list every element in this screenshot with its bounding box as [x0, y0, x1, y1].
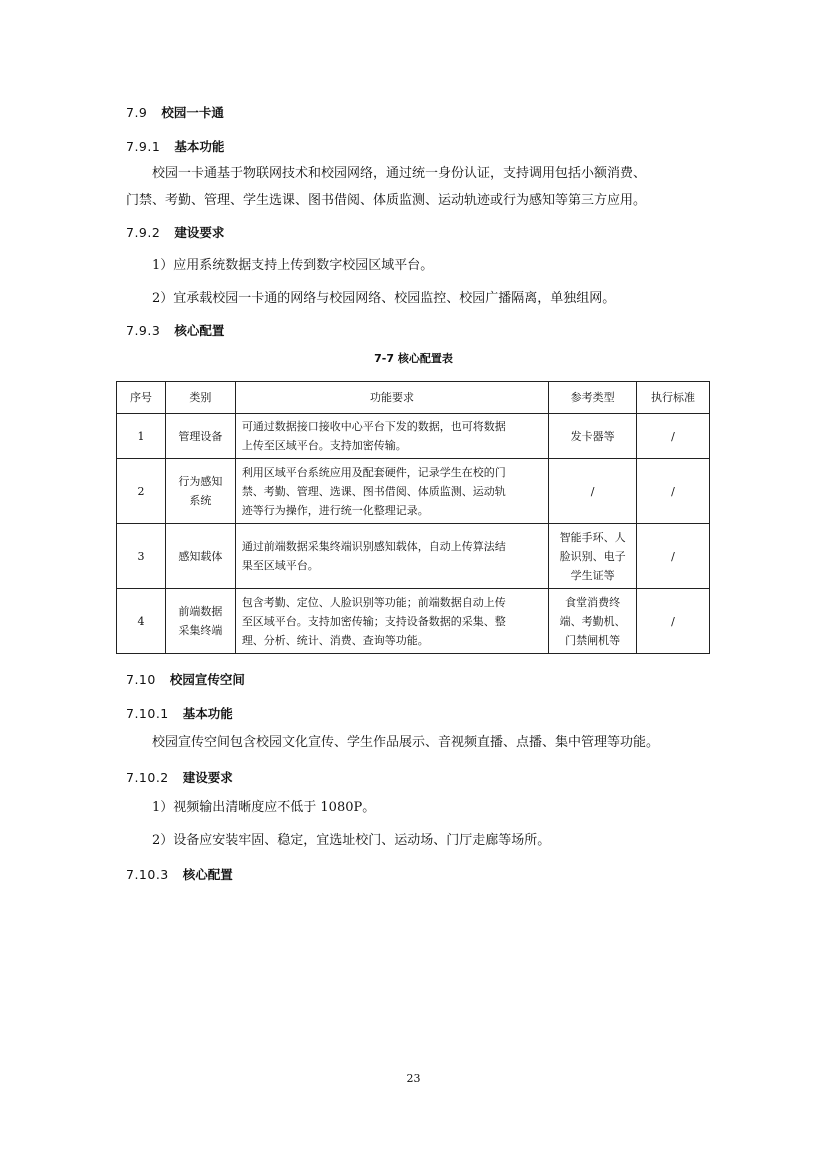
table-row: [117, 524, 710, 589]
cell-standard: /: [637, 524, 710, 589]
cell-standard: /: [637, 459, 710, 524]
cell-no: 4: [117, 589, 166, 654]
table-row: [117, 459, 710, 524]
table-caption: 7-7 核心配置表: [374, 352, 453, 365]
requirement-item: 2）设备应安装牢固、稳定，宜选址校门、运动场、门厅走廊等场所。: [152, 833, 551, 848]
cell-no: 1: [117, 414, 166, 459]
cell-standard: /: [637, 589, 710, 654]
heading-7-10-1: 7.10.1 基本功能: [126, 706, 233, 721]
paragraph-line: 校园宣传空间包含校园文化宣传、学生作品展示、音视频直播、点播、集中管理等功能。: [152, 735, 660, 750]
cell-reference: /: [549, 459, 637, 524]
cell-requirement: 利用区域平台系统应用及配套硬件，记录学生在校的门 禁、考勤、管理、选课、图书借阅、体质监测、运动轨 迹等行为操作，进行统一化整理记录。: [235, 459, 548, 524]
cell-category: 感知载体: [165, 524, 235, 589]
core-config-table: [116, 381, 710, 654]
cell-standard: /: [637, 414, 710, 459]
heading-7-9-2: 7.9.2 建设要求: [126, 225, 225, 240]
cell-category: 前端数据 采集终端: [165, 589, 235, 654]
cell-category: 管理设备: [165, 414, 235, 459]
table-row: [117, 414, 710, 459]
cell-no: 2: [117, 459, 166, 524]
heading-7-9-3: 7.9.3 核心配置: [126, 323, 225, 338]
table-header-row: [117, 382, 710, 414]
cell-no: 3: [117, 524, 166, 589]
header-reference: 参考类型: [549, 382, 637, 414]
cell-reference: 发卡器等: [549, 414, 637, 459]
page-number: 23: [406, 1072, 421, 1085]
cell-category: 行为感知 系统: [165, 459, 235, 524]
paragraph-line: 校园一卡通基于物联网技术和校园网络，通过统一身份认证，支持调用包括小额消费、: [152, 166, 647, 181]
cell-reference: 食堂消费终 端、考勤机、 门禁闸机等: [549, 589, 637, 654]
cell-reference: 智能手环、人 脸识别、电子 学生证等: [549, 524, 637, 589]
requirement-item: 1）视频输出清晰度应不低于 1080P。: [152, 800, 376, 815]
heading-7-9: 7.9 校园一卡通: [126, 105, 224, 120]
requirement-item: 2）宜承载校园一卡通的网络与校园网络、校园监控、校园广播隔离，单独组网。: [152, 291, 616, 306]
cell-requirement: 通过前端数据采集终端识别感知载体，自动上传算法结 果至区域平台。: [235, 524, 548, 589]
header-category: 类别: [165, 382, 235, 414]
heading-7-10-3: 7.10.3 核心配置: [126, 867, 233, 882]
header-requirement: 功能要求: [235, 382, 548, 414]
table-row: [117, 589, 710, 654]
cell-requirement: 包含考勤、定位、人脸识别等功能；前端数据自动上传 至区域平台。支持加密传输；支持设备数据的采集、整 理、分析、统计、消费、查询等功能。: [235, 589, 548, 654]
requirement-item: 1）应用系统数据支持上传到数字校园区域平台。: [152, 258, 434, 273]
cell-requirement: 可通过数据接口接收中心平台下发的数据，也可将数据 上传至区域平台。支持加密传输。: [235, 414, 548, 459]
heading-7-10-2: 7.10.2 建设要求: [126, 770, 233, 785]
header-standard: 执行标准: [637, 382, 710, 414]
header-no: 序号: [117, 382, 166, 414]
heading-7-10: 7.10 校园宣传空间: [126, 672, 245, 687]
paragraph-line: 门禁、考勤、管理、学生选课、图书借阅、体质监测、运动轨迹或行为感知等第三方应用。: [126, 193, 647, 208]
heading-7-9-1: 7.9.1 基本功能: [126, 139, 225, 154]
